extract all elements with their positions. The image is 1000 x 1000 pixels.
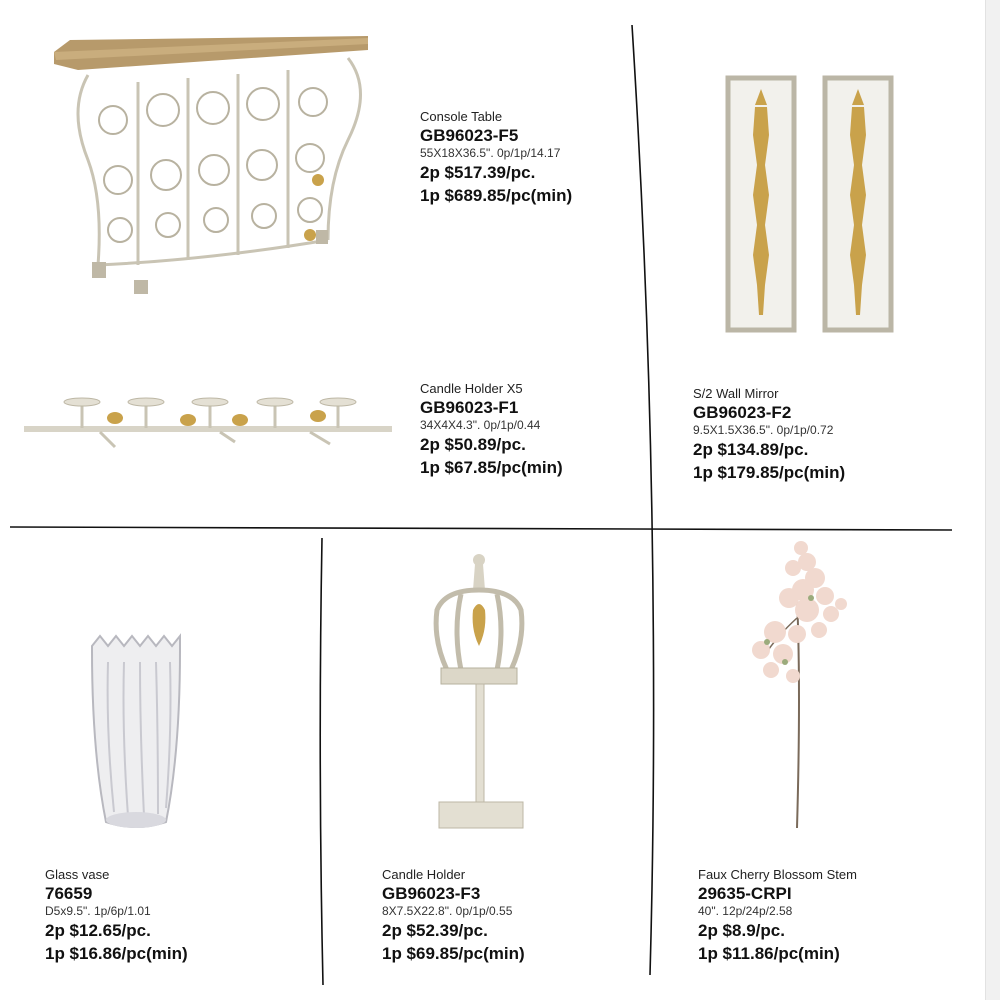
product-candle-holder-x5	[420, 381, 563, 479]
price-1p: 1p $689.85/pc(min)	[420, 186, 573, 205]
product-glass-vase	[45, 867, 188, 965]
product-name: Faux Cherry Blossom Stem	[698, 867, 857, 882]
product-name: Candle Holder X5	[420, 381, 523, 396]
product-name: Candle Holder	[382, 867, 466, 882]
price-2p: 2p $52.39/pc.	[382, 921, 488, 940]
cherry-blossom-image	[745, 538, 855, 830]
product-spec: 8X7.5X22.8". 0p/1p/0.55	[382, 904, 513, 918]
product-name: Glass vase	[45, 867, 110, 882]
product-console-table	[420, 109, 572, 207]
glass-vase-image	[88, 632, 184, 834]
wall-mirror-image	[725, 75, 895, 335]
price-2p: 2p $134.89/pc.	[693, 440, 809, 459]
product-code: GB96023-F2	[693, 403, 792, 422]
price-2p: 2p $8.9/pc.	[698, 921, 785, 940]
price-2p: 2p $50.89/pc.	[420, 435, 526, 454]
product-cherry-blossom-stem	[698, 867, 857, 965]
product-code: 29635-CRPI	[698, 884, 792, 903]
price-1p: 1p $11.86/pc(min)	[698, 944, 840, 963]
product-wall-mirror	[693, 386, 845, 484]
product-spec: 34X4X4.3". 0p/1p/0.44	[420, 418, 541, 432]
candle-holder-image	[425, 550, 535, 832]
product-code: GB96023-F1	[420, 398, 519, 417]
product-spec: 40". 12p/24p/2.58	[698, 904, 793, 918]
product-name: S/2 Wall Mirror	[693, 386, 779, 401]
product-candle-holder	[382, 867, 525, 965]
price-1p: 1p $67.85/pc(min)	[420, 458, 563, 477]
price-2p: 2p $517.39/pc.	[420, 163, 536, 182]
console-table-image	[48, 30, 373, 300]
product-code: GB96023-F5	[420, 126, 519, 145]
price-1p: 1p $69.85/pc(min)	[382, 944, 525, 963]
price-2p: 2p $12.65/pc.	[45, 921, 151, 940]
price-1p: 1p $179.85/pc(min)	[693, 463, 846, 482]
price-1p: 1p $16.86/pc(min)	[45, 944, 188, 963]
product-code: 76659	[45, 884, 93, 903]
product-spec: D5x9.5". 1p/6p/1.01	[45, 904, 151, 918]
product-code: GB96023-F3	[382, 884, 481, 903]
product-spec: 9.5X1.5X36.5". 0p/1p/0.72	[693, 423, 834, 437]
product-name: Console Table	[420, 109, 503, 124]
product-spec: 55X18X36.5". 0p/1p/14.17	[420, 146, 561, 160]
candle-holder-x5-image	[20, 392, 395, 457]
